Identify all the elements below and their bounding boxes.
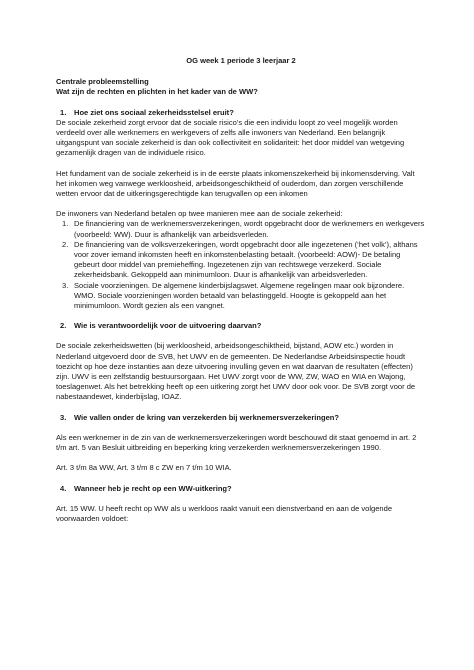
list-item-text: Sociale voorzieningen. De algemene kinderbijslagswet. Algemene regelingen maar ook bijzondere. WMO. Sociale voorzieningen worden betaald van belastinggeld. Hoogte is gekoppeld aan het minimumloon. Wordt gezien als een vangnet.: [74, 280, 405, 311]
section-3-paragraph-2: Art. 3 t/m 8a WW, Art. 3 t/m 8 c ZW en 7 t/m 10 WIA.: [56, 463, 232, 473]
section-2-heading: [56, 321, 426, 331]
list-item-text: De financiering van de volksverzekeringen, wordt opgebracht door alle ingezetenen (‘het volk’), althans voor zover iemand inkomsten heeft en inkomstenbelasting betaalt. (voorbeeld: AOW)- De betaling gebeurt door middel van premieheffing. Ingezetenen zijn van rechtswege verzekerd. Sociale zekerheidsbank. Gekoppeld aan minimumloon. Duur is afhankelijk van arbeidsverleden.: [74, 239, 418, 280]
list-item: [56, 219, 426, 239]
central-problem-label: Centrale probleemstelling: [56, 77, 149, 87]
document-title: OG week 1 periode 3 leerjaar 2: [186, 56, 296, 65]
section-1-heading: [56, 108, 426, 118]
list-item-number: 3.: [62, 280, 69, 290]
section-3-number: 3.: [60, 412, 67, 422]
section-1-paragraph-1: De sociale zekerheid zorgt ervoor dat de sociale risico’s die een individu loopt zo veel mogelijk worden verdeeld over alle werknemers en werkgevers of zelfs alle inwoners van Nederland. Een belangrijk uitgangspunt van sociale zekerheid is dan ook collectiviteit en solidariteit: het door middel van wetgeving gezamenlijk dragen van de individuele risico.: [56, 117, 405, 158]
section-1-title: Hoe ziet ons sociaal zekerheidsstelsel eruit?: [74, 107, 234, 117]
section-2-paragraph-1: De sociale zekerheidswetten (bij werkloosheid, arbeidsongeschiktheid, bijstand, AOW etc.) worden in Nederland uitgevoerd door de SVB, het UWV en de gemeenten. De Nederlandse Arbeidsinspectie houdt toezicht op hoe deze instanties aan deze uitvoering invulling geven en wat daarvan de resultaten (effecten) zijn. UWV is een zelfstandig bestuursorgaan. Het UWV zorgt voor de WW, ZW, WAO en WIA en Wajong, toeslagenwet. Als het betrekking heeft op een uitkering zorgt het UWV door ook voor. De SVB zorgt voor de nabestaandewet, kinderbijslag, IOAZ.: [56, 341, 416, 402]
section-3-title: Wie vallen onder de kring van verzekerden bij werknemersverzekeringen?: [74, 412, 340, 422]
section-2-title: Wie is verantwoordelijk voor de uitvoering daarvan?: [74, 321, 262, 331]
section-4-title: Wanneer heb je recht op een WW-uitkering?: [74, 483, 232, 493]
document-page: [56, 56, 426, 524]
central-problem-question: Wat zijn de rechten en plichten in het kader van de WW?: [56, 87, 258, 97]
section-1-paragraph-3: De inwoners van Nederland betalen op twee manieren mee aan de sociale zekerheid:: [56, 209, 343, 219]
section-4-number: 4.: [60, 483, 67, 493]
section-4-paragraph-1: Art. 15 WW. U heeft recht op WW als u werkloos raakt vanuit een dienstverband en aan de volgende voorwaarden voldoet:: [56, 503, 393, 523]
section-2-number: 2.: [60, 321, 67, 331]
section-1-number: 1.: [60, 107, 67, 117]
section-1-paragraph-2: Het fundament van de sociale zekerheid is in de eerste plaats inkomenszekerheid bij inkomensderving. Valt het inkomen weg vanwege werkloosheid, arbeidsongeschiktheid of ouderdom, dan zorgen verschillende wetten ervoor dat de uitkeringsgerechtigde kan terugvallen op een inkomen: [56, 168, 415, 199]
list-item-number: 2.: [62, 239, 69, 249]
list-item: [56, 240, 426, 281]
list-item-number: 1.: [62, 219, 69, 229]
section-3-paragraph-1: Als een werknemer in de zin van de werknemersverzekeringen wordt beschouwd dit staat genoemd in art. 2 t/m art. 5 van Besluit uitbreiding en beperking kring verzekerden werknemersverzekeringen 1990.: [56, 432, 417, 453]
financing-list: [56, 219, 426, 311]
section-4-heading: [56, 484, 426, 494]
list-item-text: De financiering van de werknemersverzekeringen, wordt opgebracht door de werknemers en werkgevers (voorbeeld: WW). Duur is afhankelijk van arbeidsverleden.: [74, 219, 425, 239]
section-3-heading: [56, 413, 426, 423]
list-item: [56, 281, 426, 312]
